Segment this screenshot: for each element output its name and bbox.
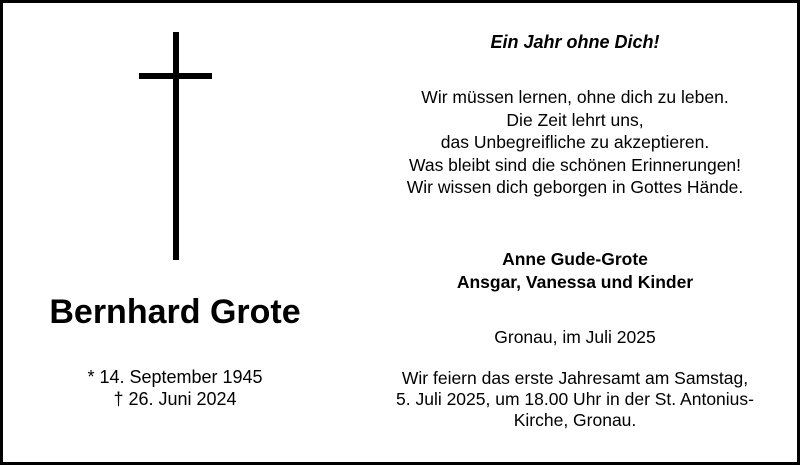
place-and-date: Gronau, im Juli 2025 [494, 327, 656, 347]
notice-line: Kirche, Gronau. [513, 410, 637, 430]
cross-horizontal-bar [139, 73, 212, 79]
memorial-poem [365, 86, 785, 199]
poem-line: das Unbegreifliche zu akzeptieren. [440, 132, 710, 152]
memorial-service-notice [365, 368, 785, 431]
signer-line: Ansgar, Vanessa und Kinder [456, 272, 694, 292]
poem-line: Die Zeit lehrt uns, [506, 109, 644, 130]
poem-line: Wir wissen dich geborgen in Gottes Hände. [406, 177, 744, 197]
birth-date: * 14. September 1945 [87, 367, 263, 387]
death-date: † 26. Juni 2024 [113, 389, 237, 409]
family-signers [365, 248, 785, 294]
signer-line: Anne Gude-Grote [502, 249, 648, 269]
deceased-name: Bernhard Grote [49, 293, 301, 331]
poem-line: Wir müssen lernen, ohne dich zu leben. [421, 87, 729, 107]
notice-line: Wir feiern das erste Jahresamt am Samstag, [401, 368, 749, 388]
cross-vertical-bar [173, 32, 179, 260]
notice-line: 5. Juli 2025, um 18.00 Uhr in der St. Antonius- [396, 389, 754, 409]
poem-line: Was bleibt sind die schönen Erinnerungen! [408, 154, 742, 175]
life-dates [0, 366, 350, 410]
memorial-heading: Ein Jahr ohne Dich! [490, 32, 660, 52]
